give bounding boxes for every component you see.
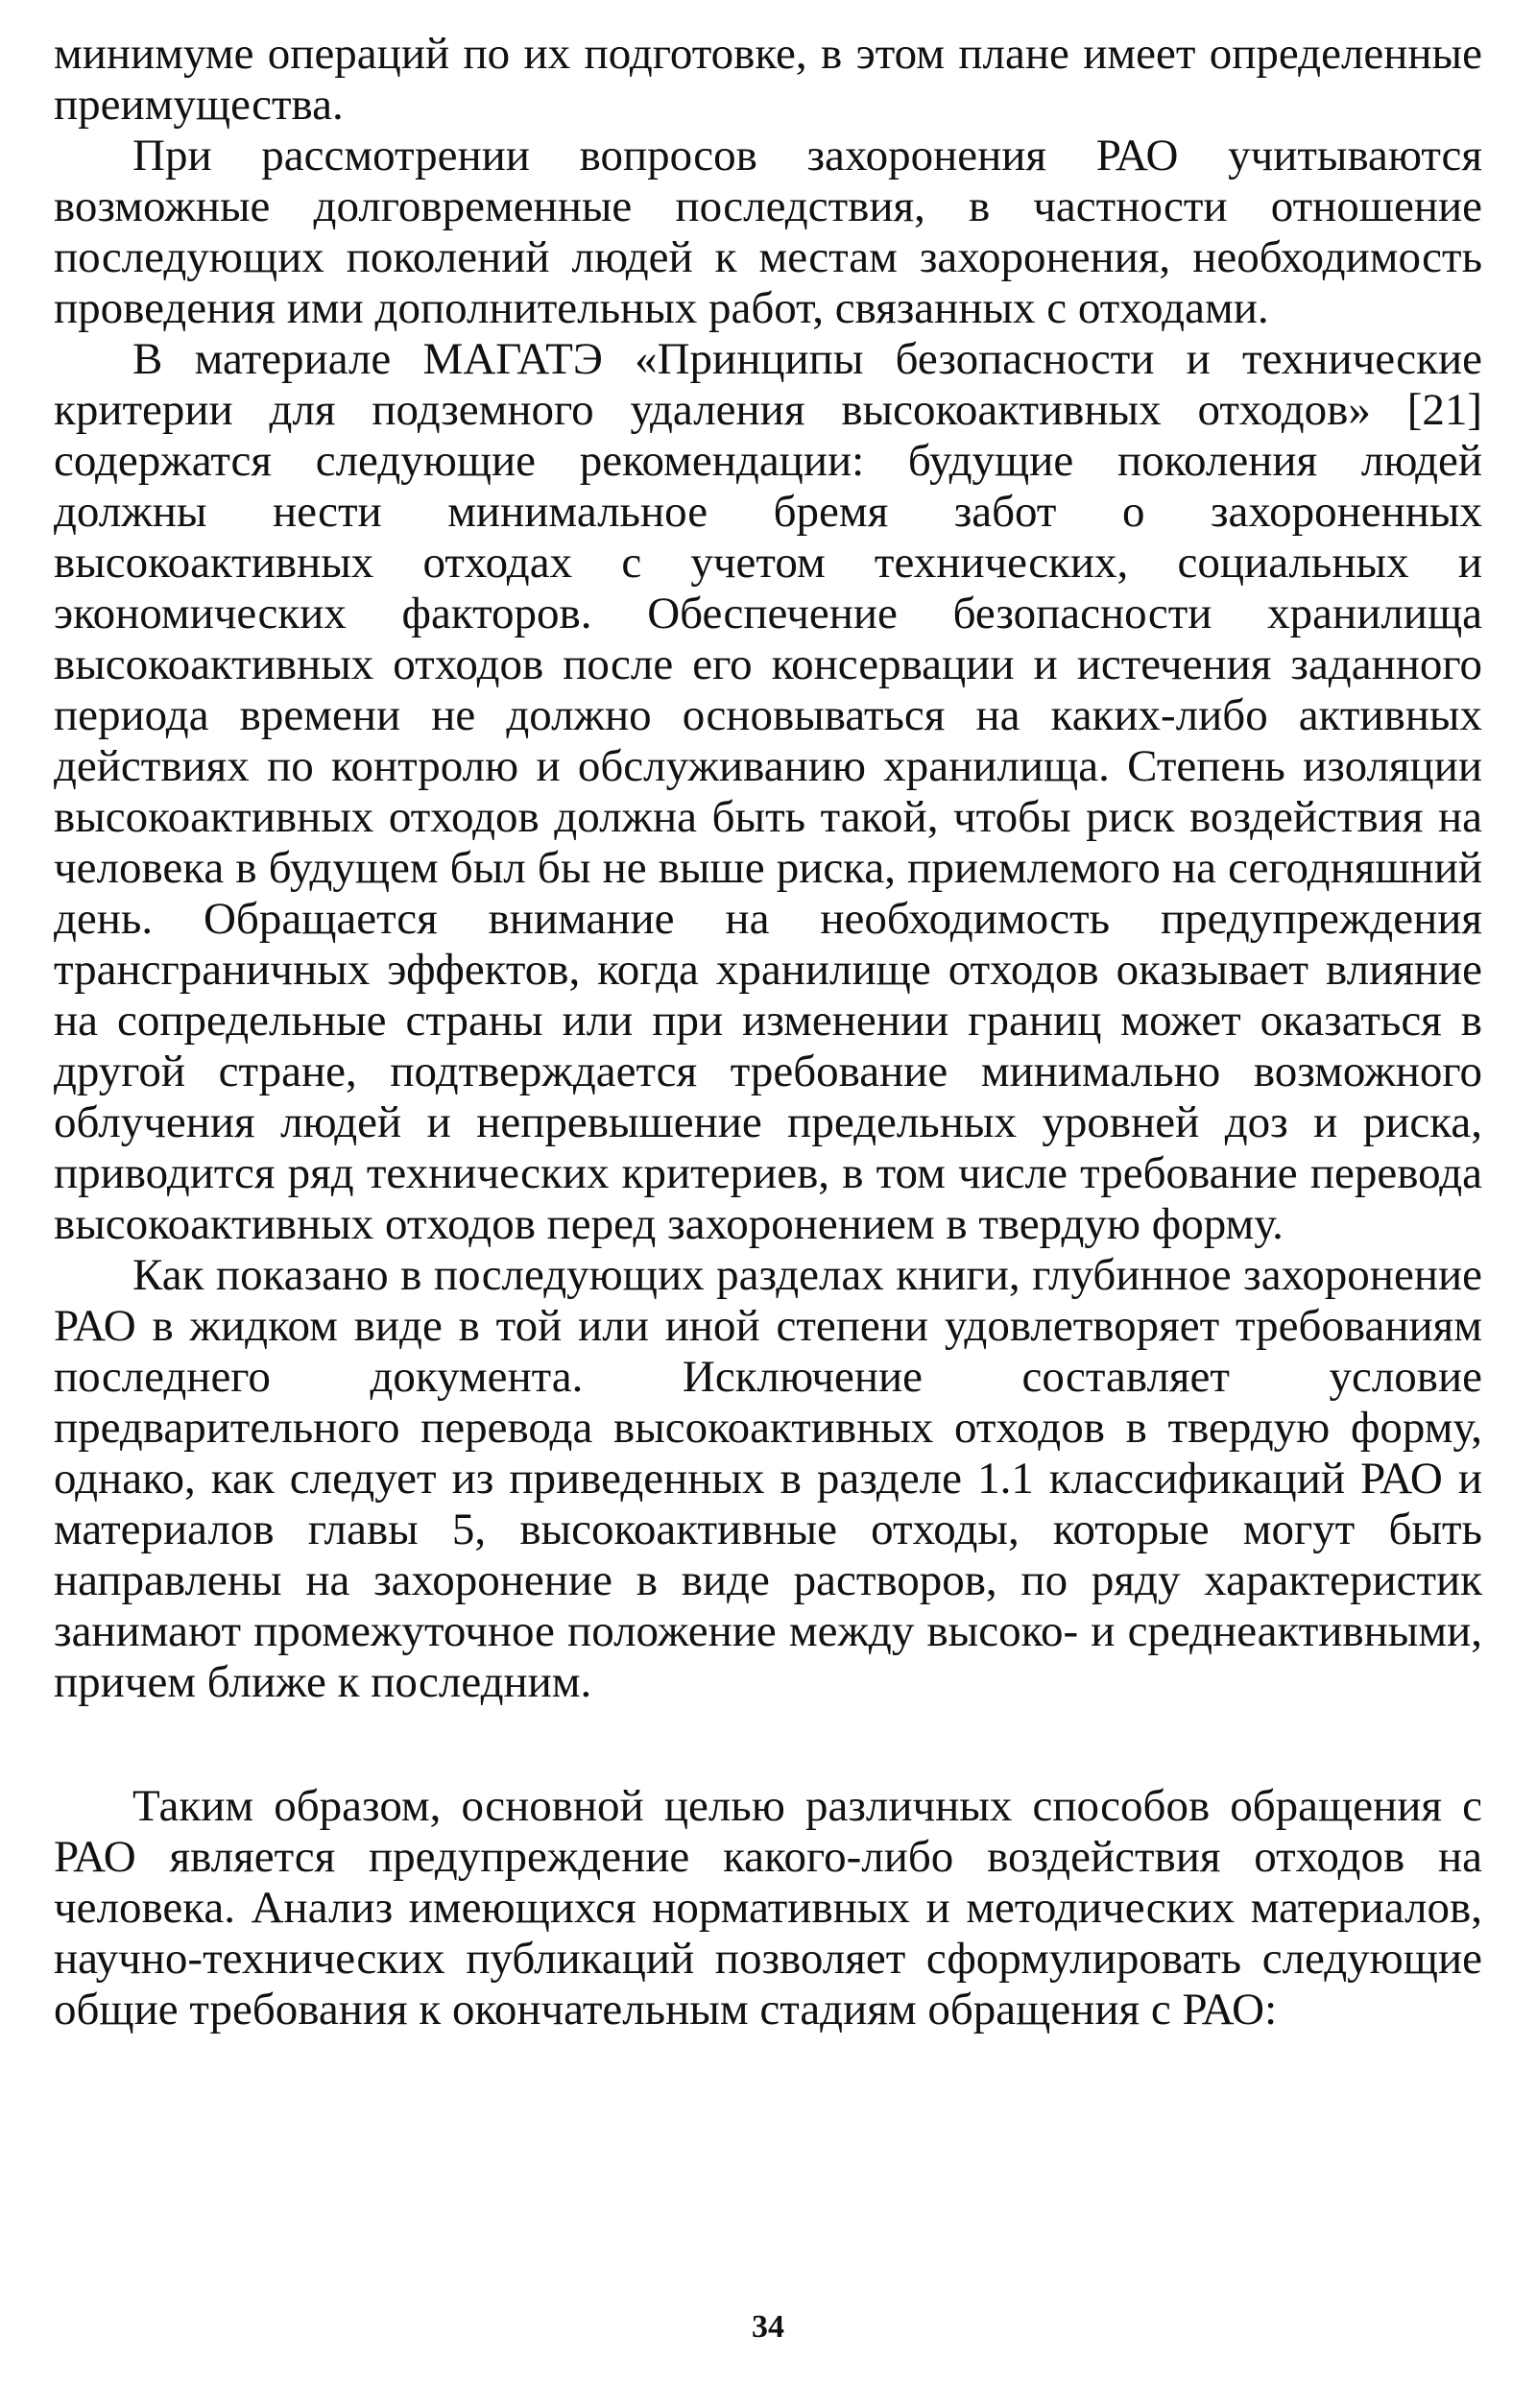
paragraph-continuation: минимуме операций по их подготовке, в этом плане имеет определенные преимущества.: [54, 29, 1482, 130]
document-page: [54, 29, 1482, 2035]
paragraph-long-term-consequences: При рассмотрении вопросов захоронения РАО учитываются возможные долговременные последствия, в частности отношение последующих поколений людей к местам захоронения, необходимость проведения ими дополнительных работ, связанных с отходами.: [54, 131, 1482, 333]
paragraph-iaea-principles: В материале МАГАТЭ «Принципы безопасности и технические критерии для подземного удаления высокоактивных отходов» [21] содержатся следующие рекомендации: будущие поколения людей должны нести минимальное бремя забот о захороненных высокоактивных отходах с учетом технических, социальных и экономических факторов. Обеспечение безопасности хранилища высокоактивных отходов после его консервации и истечения заданного периода времени не должно основываться на каких-либо активных действиях по контролю и обслуживанию хранилища. Степень изоляции высокоактивных отходов должна быть такой, чтобы риск воздействия на человека в будущем был бы не выше риска, приемлемого на сегодняшний день. Обращается внимание на необходимость предупреждения трансграничных эффектов, когда хранилище отходов оказывает влияние на сопредельные страны или при изменении границ может оказаться в другой стране, подтверждается требование минимально возможного облучения людей и непревышение предельных уровней доз и риска, приводится ряд технических критериев, в том числе требование перевода высокоактивных отходов перед захоронением в твердую форму.: [54, 334, 1482, 1249]
paragraph-general-requirements: Таким образом, основной целью различных способов обращения с РАО является предупреждение какого-либо воздействия отходов на человека. Анализ имеющихся нормативных и методических материалов, научно-технических публикаций позволяет сформулировать следующие общие требования к окончательным стадиям обращения с РАО:: [54, 1781, 1482, 2035]
page-number: 34: [752, 2309, 784, 2345]
section-gap: [54, 1708, 1482, 1781]
paragraph-liquid-disposal: Как показано в последующих разделах книги, глубинное захоронение РАО в жидком виде в той или иной степени удовлетворяет требованиям последнего документа. Исключение составляет условие предварительного перевода высокоактивных отходов в твердую форму, однако, как следует из приведенных в разделе 1.1 классификаций РАО и материалов главы 5, высокоактивные отходы, которые могут быть направлены на захоронение в виде растворов, по ряду характеристик занимают промежуточное положение между высоко- и среднеактивными, причем ближе к последним.: [54, 1250, 1482, 1707]
